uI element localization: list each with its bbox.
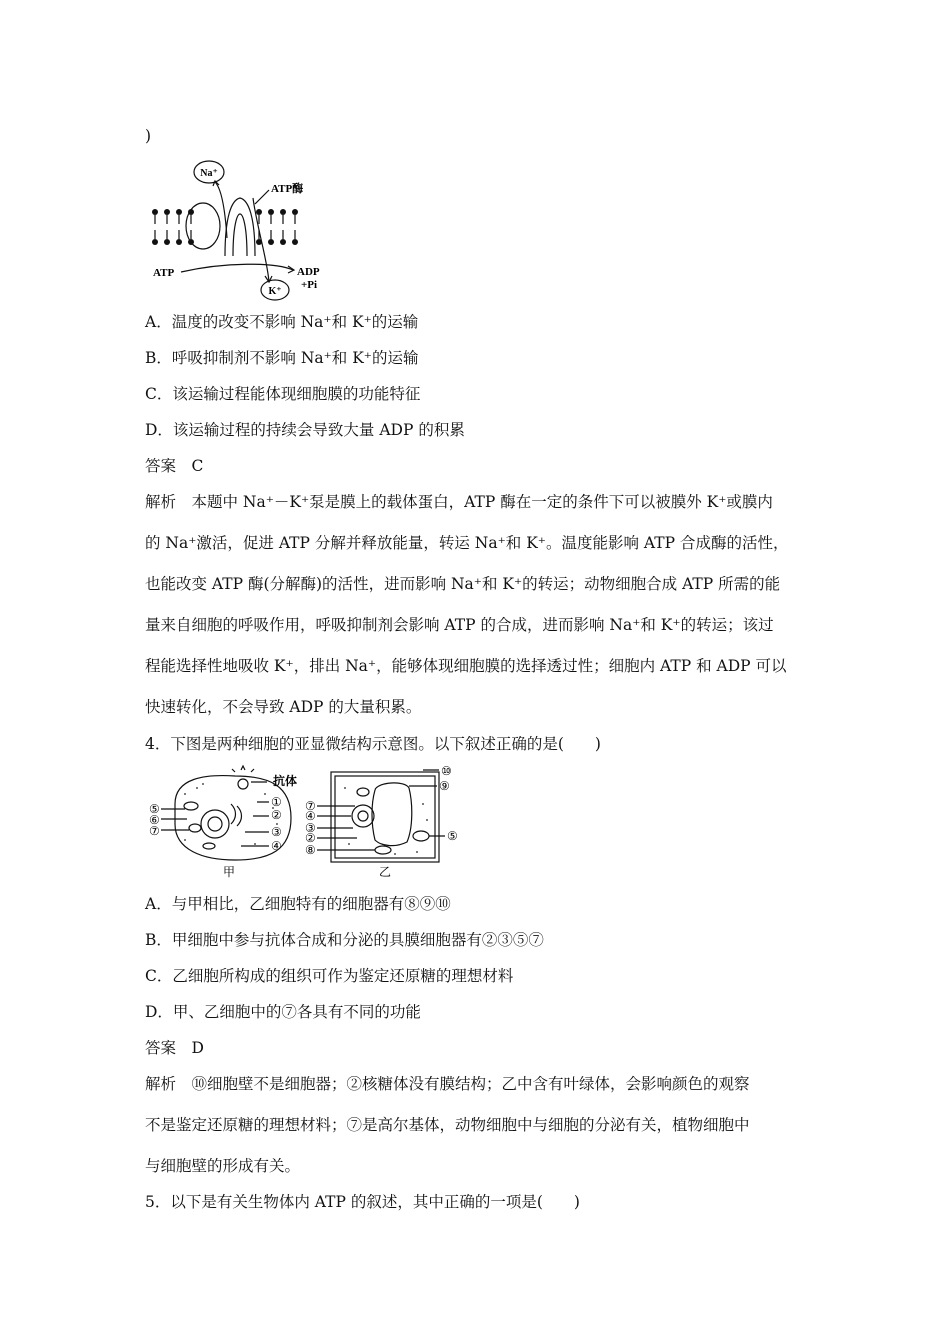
option-d: D．该运输过程的持续会导致大量 ADP 的积累 [145, 421, 465, 439]
question-5-stem: 5．以下是有关生物体内 ATP 的叙述，其中正确的一项是( ) [145, 1193, 580, 1211]
cell-b-label-10: ⑩ [441, 764, 452, 778]
explanation-line: 快速转化，不会导致 ADP 的大量积累。 [145, 698, 422, 716]
explanation-line: 也能改变 ATP 酶(分解酶)的活性，进而影响 Na⁺和 K⁺的转运；动物细胞合成 ATP 所需的能 [145, 575, 781, 593]
q4-explanation-line: 与细胞壁的形成有关。 [145, 1157, 301, 1175]
cell-a-label-7: ⑦ [149, 824, 160, 838]
q4-option-a: A．与甲相比，乙细胞特有的细胞器有⑧⑨⑩ [145, 895, 451, 913]
answer: 答案 C [145, 457, 204, 475]
atp-label: ATP [153, 267, 175, 279]
cell-b-label-7: ⑦ [305, 799, 316, 813]
cell-b-label-4: ④ [305, 809, 316, 823]
cell-a-caption: 甲 [222, 865, 236, 879]
two-cells-diagram [145, 764, 465, 880]
cell-b-label-5: ⑤ [447, 829, 458, 843]
cell-b-caption: 乙 [378, 865, 392, 879]
cell-b-label-9: ⑨ [439, 779, 450, 793]
na-ion-label: Na⁺ [200, 168, 218, 179]
cell-a-label-4: ④ [271, 839, 282, 853]
atp-enzyme-label: ATP酶 [271, 183, 304, 195]
cell-a-label-1: ① [271, 795, 282, 809]
option-c: C．该运输过程能体现细胞膜的功能特征 [145, 385, 421, 403]
explanation-line: 程能选择性地吸收 K⁺，排出 Na⁺，能够体现细胞膜的选择透过性；细胞内 ATP 和 ADP 可以 [145, 657, 787, 675]
cell-a-label-5: ⑤ [149, 802, 160, 816]
cell-b-label-2: ② [305, 831, 316, 845]
pi-label: +Pi [301, 279, 318, 291]
q4-option-d: D．甲、乙细胞中的⑦各具有不同的功能 [145, 1003, 421, 1021]
cell-a-label-6: ⑥ [149, 813, 160, 827]
q4-explanation-line: 解析 ⑩细胞壁不是细胞器；②核糖体没有膜结构；乙中含有叶绿体，会影响颜色的观察 [145, 1075, 750, 1093]
k-ion-label: K⁺ [268, 286, 282, 297]
adp-label: ADP [297, 266, 320, 278]
question-3-stem-end: ) [145, 127, 152, 145]
explanation-line: 解析 本题中 Na⁺－K⁺泵是膜上的载体蛋白，ATP 酶在一定的条件下可以被膜外 K⁺或膜内 [145, 493, 773, 511]
explanation-line: 的 Na⁺激活，促进 ATP 分解并释放能量，转运 Na⁺和 K⁺。温度能影响 ATP 合成酶的活性， [145, 534, 789, 552]
cell-a-label-2: ② [271, 808, 282, 822]
q4-option-b: B．甲细胞中参与抗体合成和分泌的具膜细胞器有②③⑤⑦ [145, 931, 544, 949]
cell-a-label-3: ③ [271, 825, 282, 839]
option-a: A．温度的改变不影响 Na⁺和 K⁺的运输 [145, 313, 419, 331]
na-k-pump-diagram [145, 158, 345, 306]
antibody-label: 抗体 [273, 774, 298, 788]
explanation-line: 量来自细胞的呼吸作用，呼吸抑制剂会影响 ATP 的合成，进而影响 Na⁺和 K⁺的转运；该过 [145, 616, 774, 634]
question-4-stem: 4．下图是两种细胞的亚显微结构示意图。以下叙述正确的是( ) [145, 735, 601, 753]
option-b: B．呼吸抑制剂不影响 Na⁺和 K⁺的运输 [145, 349, 419, 367]
cell-b-label-8: ⑧ [305, 843, 316, 857]
q4-answer: 答案 D [145, 1039, 204, 1057]
q4-option-c: C．乙细胞所构成的组织可作为鉴定还原糖的理想材料 [145, 967, 514, 985]
cell-b-label-3: ③ [305, 821, 316, 835]
q4-explanation-line: 不是鉴定还原糖的理想材料；⑦是高尔基体，动物细胞中与细胞的分泌有关，植物细胞中 [145, 1116, 750, 1134]
